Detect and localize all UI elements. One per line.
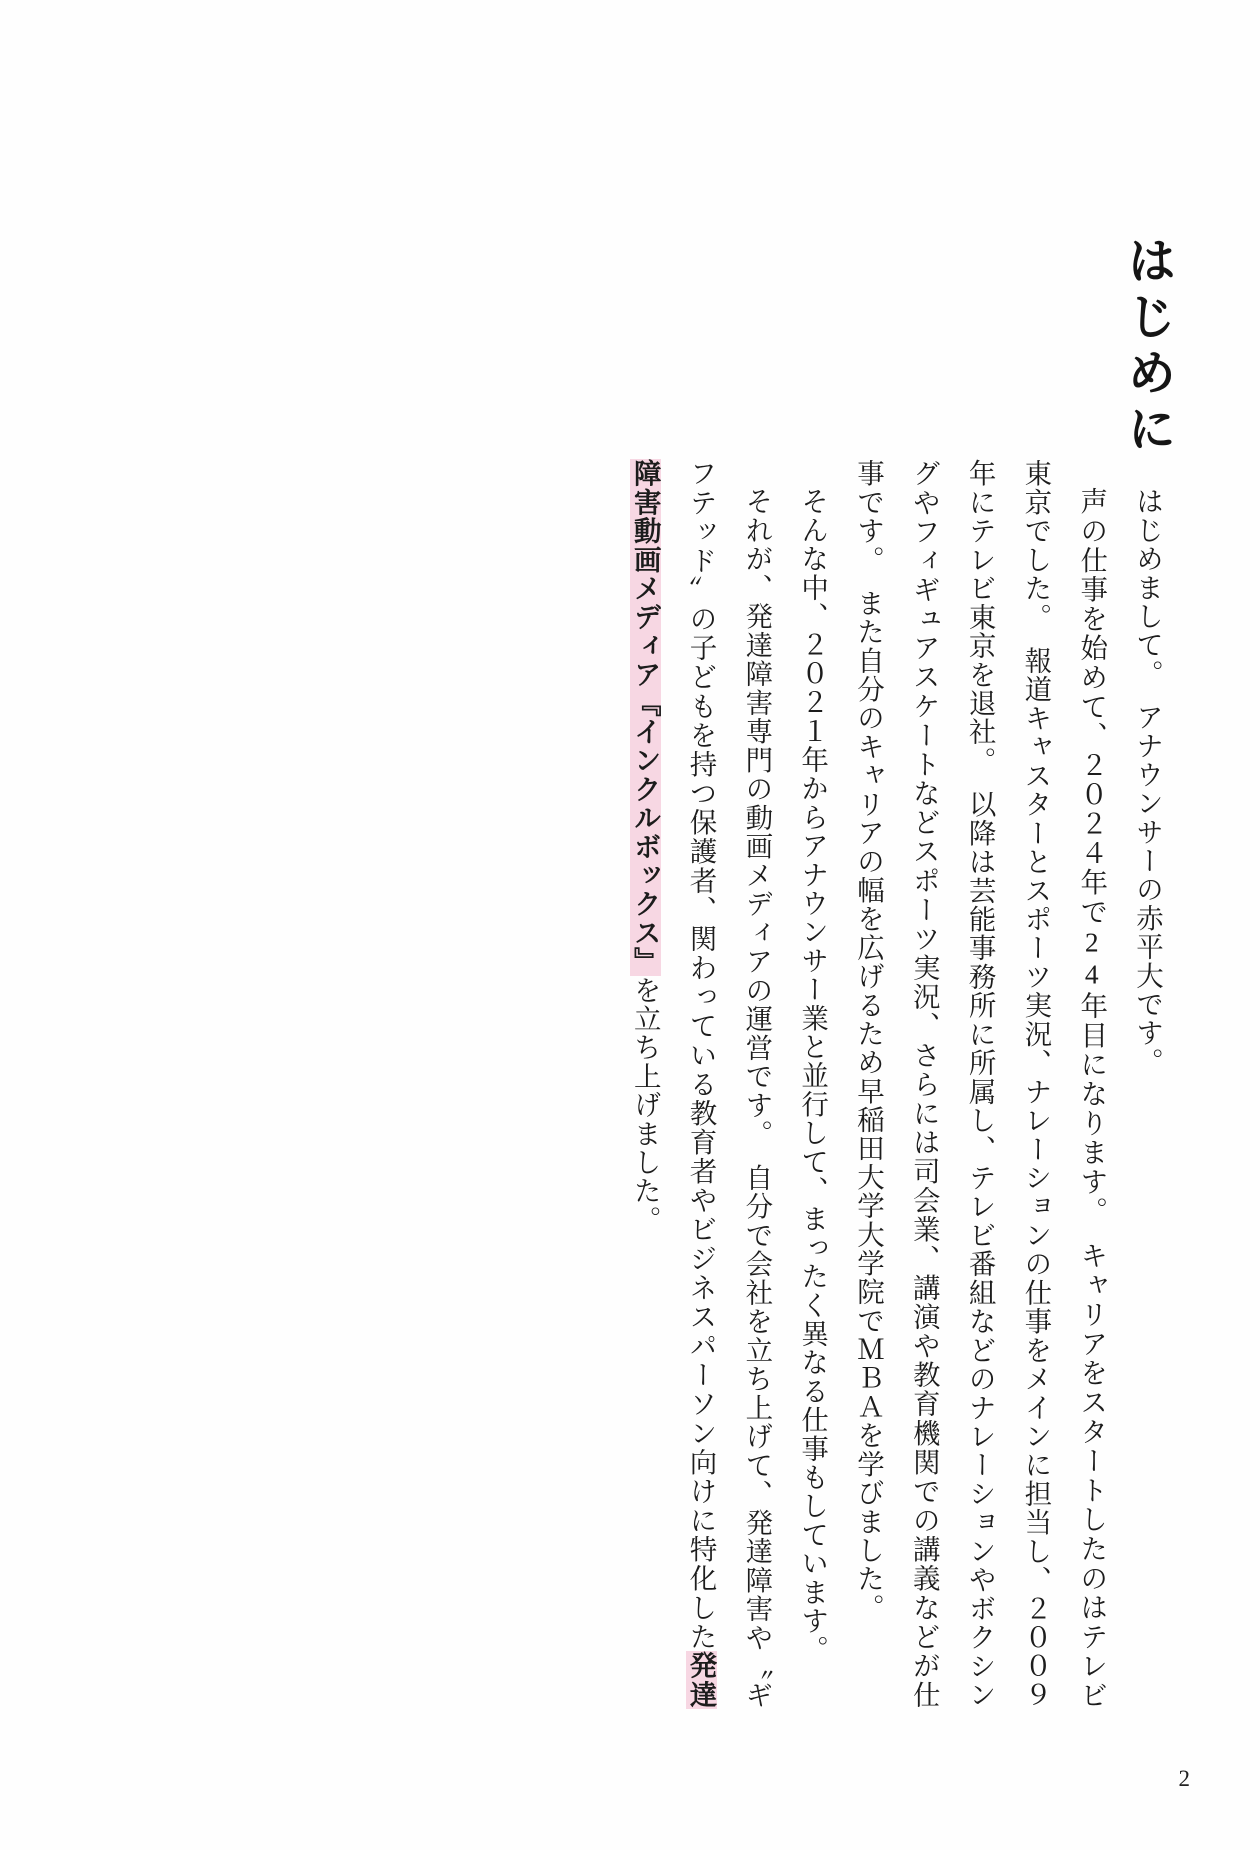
paragraph-4-text-part1: それが、発達障害専門の動画メディアの運営です。 自分で会社を立ち上げて、発達障害や〝ギフテッド〟の子どもを持つ保護者、関わっている教育者やビジネスパーソン向けに特化した bbox=[685, 459, 773, 1709]
body-text bbox=[617, 459, 1175, 1709]
paragraph-1 bbox=[1119, 459, 1175, 1709]
paragraph-4-text-part2: を立ち上げました。 bbox=[629, 975, 661, 1234]
paragraph-1-text: はじめまして。 アナウンサーの赤平大です。 bbox=[1132, 486, 1163, 1076]
paragraph-4 bbox=[617, 459, 784, 1709]
paragraph-3-text: そんな中、２０２１年からアナウンサー業と並行して、まったく異なる仕事もしています。 bbox=[797, 486, 829, 1664]
page-title: はじめに bbox=[1121, 235, 1176, 459]
paragraph-2 bbox=[840, 459, 1119, 1709]
highlighted-phrase: 発達障害動画メディア『インクルボックス』 bbox=[629, 459, 717, 1709]
vertical-text-area bbox=[140, 175, 1175, 1730]
paragraph-3 bbox=[784, 459, 840, 1709]
page-number: 2 bbox=[1178, 1766, 1190, 1791]
paragraph-2-text: 声の仕事を始めて、２０２４年で24年目になります。 キャリアをスタートしたのはテレビ東京でした。 報道キャスターとスポーツ実況、ナレーションの仕事をメインに担当し、２００９年にテレビ東京を退社。 以降は芸能事務所に所属し、テレビ番組などのナレーションやボクシングやフィギュアスケートなどスポーツ実況、さらには司会業、講演や教育機関での講義などが仕事です。 また自分のキャリアの幅を広げるため早稲田大学大学院でＭＢＡを学びました。 bbox=[852, 459, 1108, 1709]
